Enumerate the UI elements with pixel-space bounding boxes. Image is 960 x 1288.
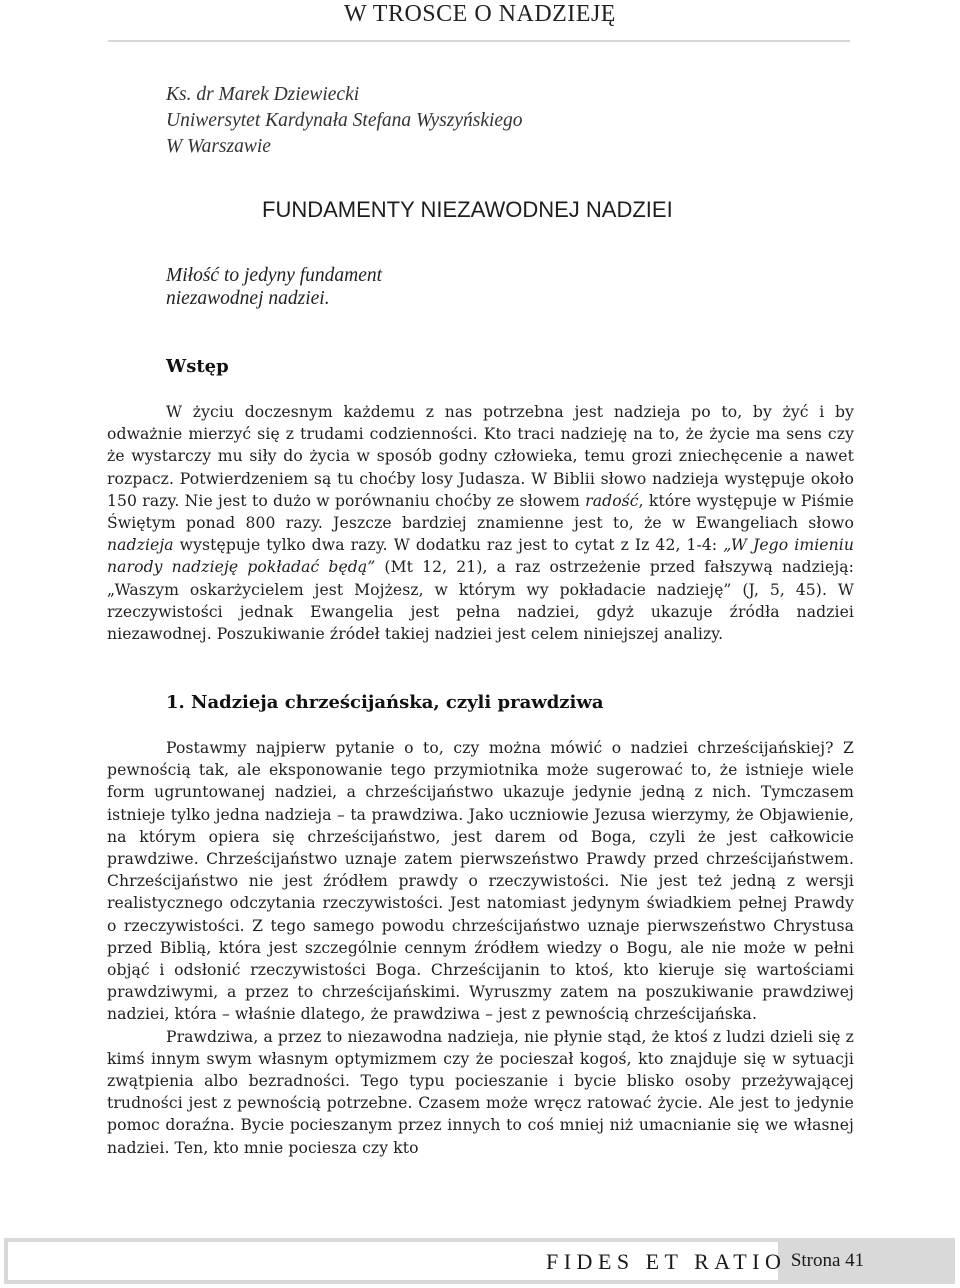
bible-quote: „W Jego imieniu narody nadzieję pokładać będą” <box>107 536 854 577</box>
emphasis-text: nadzieja <box>107 536 174 555</box>
intro-body <box>107 401 854 645</box>
author-name: Ks. dr Marek Dziewiecki <box>166 84 360 105</box>
motto-line: Miłość to jedyny fundament <box>166 265 383 286</box>
author-block <box>166 82 523 160</box>
footer-journal-name: FIDES ET RATIO <box>546 1249 787 1274</box>
section1-paragraph: Postawmy najpierw pytanie o to, czy można mówić o nadziei chrześcijańskiej? Z pewnością tak, ale eksponowanie tego przymiotnika może sugerować to, że istnieje wiele form ugruntowanej nadziei, a chrześcijaństwo ukazuje jedynie jedną z nich. Tymczasem istnieje tylko jedna nadzieja – ta prawdziwa. Jako uczniowie Jezusa wierzymy, że Objawienie, na którym opiera się chrześcijaństwo, jest darem od Boga, czyli że jest całkowicie prawdziwe. Chrześcijaństwo uznaje zatem pierwszeństwo Prawdy przed chrześcijaństwem. Chrześcijaństwo nie jest źródłem prawdy o rzeczywistości. Nie jest też jedną z wersji realistycznego odczytania rzeczywistości. Jest natomiast jedynym świadkiem pełnej Prawdy o rzeczywistości. Z tego samego powodu chrześcijaństwo uznaje pierwszeństwo Chrystusa przed Biblią, która jest szczególnie cennym źródłem wiedzy o Bogu, ale nie może w pełni objąć i odsłonić rzeczywistości Boga. Chrześcijanin to ktoś, kto kieruje się wartościami prawdziwymi, a przez to chrześcijańskimi. Wyruszmy zatem na poszukiwanie prawdziwej nadziei, która – właśnie dlatego, że prawdziwa – jest z pewnością chrześcijańska. <box>107 739 854 1024</box>
page-number: Strona 41 <box>790 1250 865 1271</box>
text-run: występuje tylko dwa razy. W dodatku raz jest to cytat z Iz 42, 1-4: <box>173 536 724 555</box>
header-divider <box>108 40 850 42</box>
article-motto <box>166 265 382 310</box>
intro-paragraph <box>107 401 854 645</box>
motto-line: niezawodnej nadziei. <box>166 287 330 309</box>
text-run: , które występuje w Piśmie Świętym ponad 800 razy. Jeszcze bardziej znamienne jest to, że w Ewangeliach słowo <box>107 491 855 533</box>
section1-paragraph: Prawdziwa, a przez to niezawodna nadzieja, nie płynie stąd, że ktoś z ludzi dzieli się z kimś innym swym własnym optymizmem czy że pocieszał kogoś, kto znajduje się w sytuacji zwątpienia albo bezradności. Tego typu pocieszanie i bycie blisko osoby przeżywającej trudności jest z pewnością potrzebne. Czasem może wręcz ratować życie. Ale jest to jedynie pomoc doraźna. Bycie pocieszanym przez innych to coś mniej niż umacnianie się we własnej nadziei. Ten, kto mnie pociesza czy kto <box>107 1027 854 1157</box>
text-run: W życiu doczesnym każdemu z nas potrzebna jest nadzieja po to, by żyć i by odważnie mierzyć się z trudami codzienności. Kto traci nadzieję na to, że życie ma sens czy że wystarczy mu siły do życia w sposób godny człowieka, temu grozi zniechęcenie a nawet rozpacz. Potwierdzeniem są tu choćby losy Judasza. W Biblii słowo nadzieja występuje około 150 razy. Nie jest to dużo w porównaniu choćby ze słowem <box>107 403 854 510</box>
text-run: (Mt 12, 21), a raz ostrzeżenie przed fałszywą nadzieją: „Waszym oskarżycielem jest Mojżesz, w którym wy pokładacie nadzieję” (J, 5, 45). W rzeczywistości jednak Ewangelia jest pełna nadziei, gdyż ukazuje źródła nadziei niezawodnej. Poszukiwanie źródeł takiej nadziei jest celem niniejszej analizy. <box>107 558 855 644</box>
author-city: W Warszawie <box>166 136 271 157</box>
emphasis-text: radość <box>585 491 639 510</box>
intro-heading: Wstęp <box>166 356 229 377</box>
section1-body <box>107 737 854 1159</box>
section1-heading: 1. Nadzieja chrześcijańska, czyli prawdziwa <box>166 692 604 713</box>
article-title: FUNDAMENTY NIEZAWODNEJ NADZIEI <box>262 197 673 222</box>
author-affiliation: Uniwersytet Kardynała Stefana Wyszyńskiego <box>166 110 523 131</box>
running-header-title: W TROSCE O NADZIEJĘ <box>344 1 616 27</box>
